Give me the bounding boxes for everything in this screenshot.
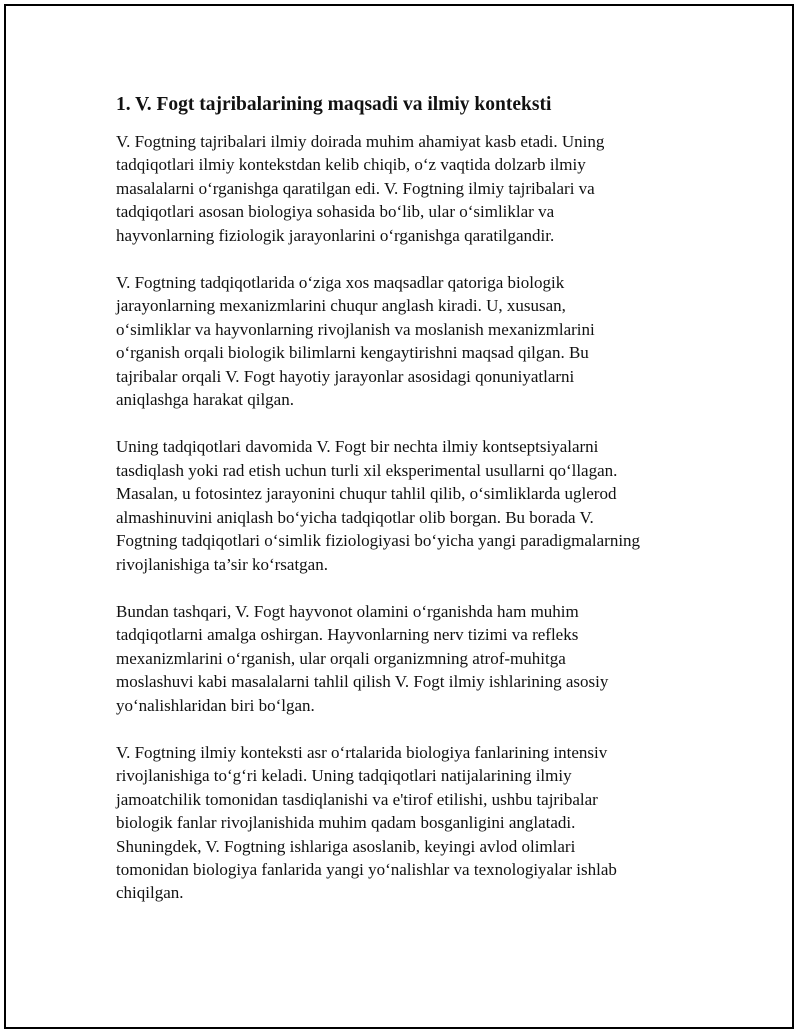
document-body bbox=[116, 92, 696, 929]
paragraph-5: V. Fogtning ilmiy konteksti asr o‘rtalarida biologiya fanlarining intensiv rivojlanishiga to‘g‘ri keladi. Uning tadqiqotlari natijalarining ilmiy jamoatchilik tomonidan tasdiqlanishi va e'tirof etilishi, ushbu tajribalar biologik fanlar rivojlanishida muhim qadam bosganligini anglatadi. Shuningdek, V. Fogtning ishlariga asoslanib, keyingi avlod olimlari tomonidan biologiya fanlarida yangi yo‘nalishlar va texnologiyalar ishlab chiqilgan. bbox=[116, 742, 617, 903]
paragraph-4: Bundan tashqari, V. Fogt hayvonot olamini o‘rganishda ham muhim tadqiqotlarni amalga oshirgan. Hayvonlarning nerv tizimi va refleks mexanizmlarini o‘rganish, ular orqali organizmning atrof-muhitga moslashuvi kabi masalalarni tahlil qilish V. Fogt ilmiy ishlarining asosiy yo‘nalishlaridan biri bo‘lgan. bbox=[116, 601, 609, 715]
section-heading: 1. V. Fogt tajribalarining maqsadi va ilmiy konteksti bbox=[116, 94, 552, 115]
paragraph-1: V. Fogtning tajribalari ilmiy doirada muhim ahamiyat kasb etadi. Uning tadqiqotlari ilmiy kontekstdan kelib chiqib, o‘z vaqtida dolzarb ilmiy masalalarni o‘rganishga qaratilgan edi. V. Fogtning ilmiy tajribalari va tadqiqotlari asosan biologiya sohasida bo‘lib, ular o‘simliklar va hayvonlarning fiziologik jarayonlarini o‘rganishga qaratilgandir. bbox=[116, 132, 605, 245]
paragraph-3: Uning tadqiqotlari davomida V. Fogt bir nechta ilmiy kontseptsiyalarni tasdiqlash yoki rad etish uchun turli xil eksperimental usullarni qo‘llagan. Masalan, u fotosintez jarayonini chuqur tahlil qilib, o‘simliklarda uglerod almashinuvini aniqlash bo‘yicha tadqiqotlar olib borgan. Bu borada V. Fogtning tadqiqotlari o‘simlik fiziologiyasi bo‘yicha yangi paradigmalarning rivojlanishiga ta’sir ko‘rsatgan. bbox=[116, 437, 641, 574]
paragraph-2: V. Fogtning tadqiqotlarida o‘ziga xos maqsadlar qatoriga biologik jarayonlarning mexanizmlarini chuqur anglash kiradi. U, xususan, o‘simliklar va hayvonlarning rivojlanish va moslanish mexanizmlarini o‘rganish orqali biologik bilimlarni kengaytirishni maqsad qilgan. Bu tajribalar orqali V. Fogt hayotiy jarayonlar asosidagi qonuniyatlarni aniqlashga harakat qilgan. bbox=[116, 273, 595, 410]
